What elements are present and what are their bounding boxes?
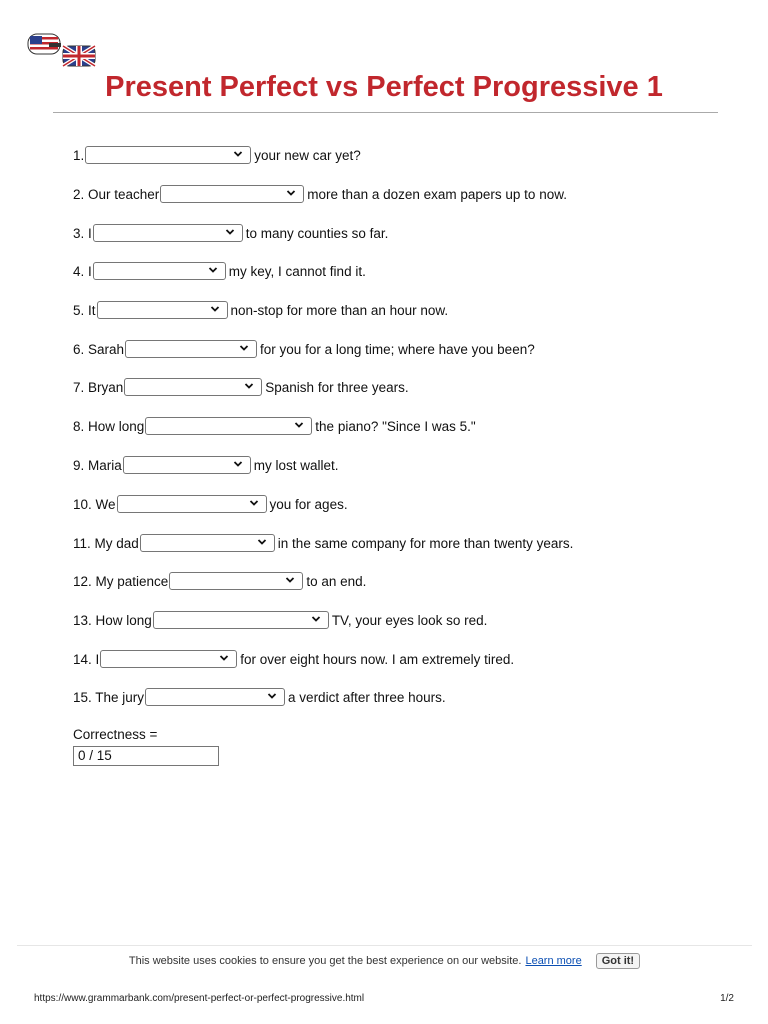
chevron-down-icon: [286, 188, 296, 198]
chevron-down-icon: [244, 381, 254, 391]
chevron-down-icon: [219, 653, 229, 663]
chevron-down-icon: [210, 304, 220, 314]
question-prefix: 12. My patience: [73, 573, 169, 589]
question-prefix: 11. My dad: [73, 535, 139, 551]
chevron-down-icon: [225, 227, 235, 237]
question-row: [73, 571, 366, 591]
question-suffix: more than a dozen exam papers up to now.: [307, 186, 567, 202]
page-title: Present Perfect vs Perfect Progressive 1: [105, 71, 663, 103]
question-row: [73, 261, 366, 281]
answer-select[interactable]: [85, 146, 251, 164]
question-suffix: Spanish for three years.: [265, 379, 409, 395]
question-row: [73, 145, 361, 165]
question-prefix: 13. How long: [73, 612, 152, 628]
cookie-banner: [17, 945, 752, 976]
question-suffix: a verdict after three hours.: [288, 689, 446, 705]
question-row: [73, 223, 388, 243]
grammarbank-logo: [27, 33, 97, 67]
question-prefix: 14. I: [73, 651, 100, 667]
answer-select[interactable]: [100, 650, 237, 668]
chevron-down-icon: [294, 420, 304, 430]
question-suffix: to many counties so far.: [245, 225, 389, 241]
answer-select[interactable]: [97, 301, 228, 319]
question-row: [73, 300, 448, 320]
chevron-down-icon: [311, 614, 321, 624]
answer-select[interactable]: [117, 495, 267, 513]
question-prefix: 9. Maria: [73, 457, 122, 473]
answer-select[interactable]: [93, 224, 243, 242]
chevron-down-icon: [249, 498, 259, 508]
learn-more-link[interactable]: Learn more: [525, 955, 582, 967]
question-row: [73, 687, 446, 707]
question-suffix: for you for a long time; where have you been?: [260, 341, 535, 357]
question-row: [73, 184, 567, 204]
question-prefix: 5. It: [73, 302, 96, 318]
question-suffix: my key, I cannot find it.: [228, 263, 366, 279]
question-row: [73, 533, 573, 553]
cookie-text: This website uses cookies to ensure you get the best experience on our website.: [128, 955, 522, 967]
question-suffix: you for ages.: [269, 496, 348, 512]
answer-select[interactable]: [145, 688, 285, 706]
question-suffix: TV, your eyes look so red.: [331, 612, 488, 628]
question-prefix: 1.: [73, 147, 85, 163]
question-suffix: non-stop for more than an hour now.: [230, 302, 449, 318]
answer-select[interactable]: [123, 456, 251, 474]
question-row: [73, 455, 339, 475]
question-prefix: 15. The jury: [73, 689, 145, 705]
chevron-down-icon: [233, 149, 243, 159]
footer-page-number: 1/2: [720, 993, 734, 1004]
correctness-label: Correctness =: [73, 727, 158, 742]
chevron-down-icon: [285, 575, 295, 585]
chevron-down-icon: [233, 459, 243, 469]
answer-select[interactable]: [93, 262, 226, 280]
question-row: [73, 377, 409, 397]
question-suffix: in the same company for more than twenty years.: [277, 535, 574, 551]
footer-url: https://www.grammarbank.com/present-perfect-or-perfect-progressive.html: [34, 993, 365, 1004]
question-row: [73, 339, 535, 359]
got-it-button[interactable]: Got it!: [596, 953, 640, 969]
answer-select[interactable]: [153, 611, 329, 629]
question-suffix: my lost wallet.: [253, 457, 339, 473]
question-prefix: 10. We: [73, 496, 116, 512]
answer-select[interactable]: [169, 572, 303, 590]
question-suffix: to an end.: [306, 573, 367, 589]
question-suffix: for over eight hours now. I am extremely tired.: [240, 651, 515, 667]
question-row: [73, 494, 348, 514]
question-prefix: 6. Sarah: [73, 341, 125, 357]
answer-select[interactable]: [125, 340, 257, 358]
title-divider: [53, 112, 718, 113]
chevron-down-icon: [208, 265, 218, 275]
question-row: [73, 416, 476, 436]
question-suffix: the piano? "Since I was 5.": [315, 418, 476, 434]
question-row: [73, 649, 514, 669]
answer-select[interactable]: [145, 417, 312, 435]
question-suffix: your new car yet?: [254, 147, 361, 163]
question-prefix: 4. I: [73, 263, 92, 279]
question-prefix: 8. How long: [73, 418, 145, 434]
correctness-field[interactable]: 0 / 15: [73, 746, 219, 766]
answer-select[interactable]: [140, 534, 275, 552]
chevron-down-icon: [257, 537, 267, 547]
chevron-down-icon: [267, 691, 277, 701]
question-prefix: 3. I: [73, 225, 92, 241]
chevron-down-icon: [239, 343, 249, 353]
question-prefix: 2. Our teacher: [73, 186, 160, 202]
answer-select[interactable]: [160, 185, 304, 203]
answer-select[interactable]: [124, 378, 262, 396]
question-row: [73, 610, 487, 630]
question-prefix: 7. Bryan: [73, 379, 124, 395]
